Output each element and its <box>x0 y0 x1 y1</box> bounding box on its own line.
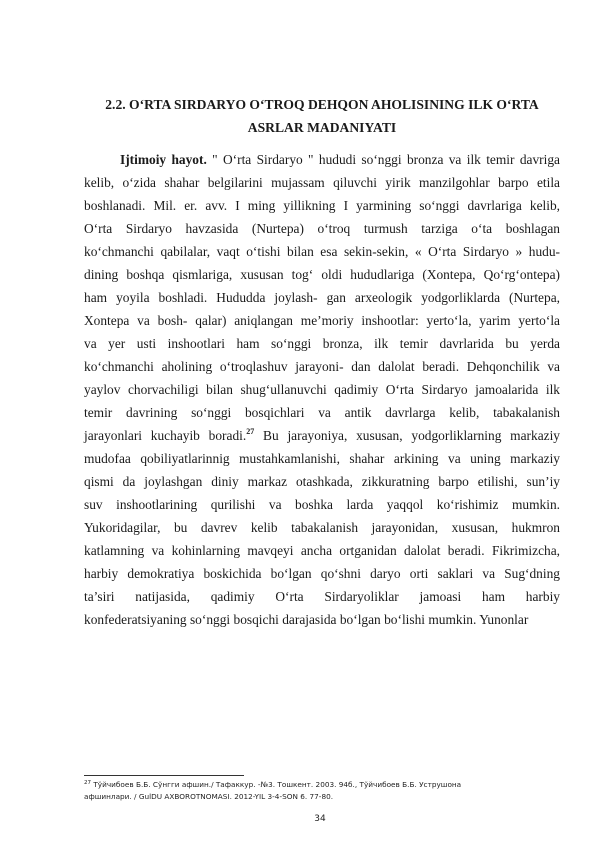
text-line: Yukoridagilar, bu davrev kelib tabakalanish jarayonidan, xususan, hukmron <box>84 520 560 535</box>
body-text <box>84 148 560 631</box>
text-line: qismi da joylashgan diniy markaz otashkada, zikkuratning barpo etilishi, sun’iy <box>84 474 560 489</box>
text-line: suv inshootlarining qurilishi va boshka larda yaqqol ko‘rishimiz mumkin. <box>84 497 560 512</box>
text-line: temir davrining so‘nggi bosqichlari va antik davrlarga kelib, tabakalanish <box>84 405 560 420</box>
footnote-divider <box>84 775 244 776</box>
text-line: Xontepa va bosh- qalar) aniqlangan me’moriy inshootlar: yerto‘la, yarim yerto‘la <box>84 313 560 328</box>
text-before-footnote: jarayonlari kuchayib boradi. <box>84 428 247 443</box>
paragraph-first-line <box>84 148 560 171</box>
text-line: ta’siri natijasida, qadimiy O‘rta Sirdaryoliklar jamoasi ham harbiy <box>84 589 560 604</box>
footnote-text-1: Тўйчибоев Б.Б. Сўнгги афшин./ Тафаккур. -№3. Тошкент. 2003. 94б., Тўйчибоев Б.Б. Уструшона <box>91 780 462 789</box>
text-line: va yer usti inshootlari ham so‘nggi bronza, ilk temir davrlarida bu yerda <box>84 336 560 351</box>
text-line: kelib, o‘zida shahar belgilarini mujassam qiluvchi yirik manzilgohlar barpo etila <box>84 175 560 190</box>
footnote-line-1 <box>84 779 560 791</box>
paragraph-lead-bold: Ijtimoiy hayot. <box>120 152 207 167</box>
text-after-footnote: Bu jarayoniya, xususan, yodgorliklarning markaziy <box>254 428 560 443</box>
footnote-reference[interactable]: 27 <box>246 427 255 436</box>
text-line-with-footnote <box>84 424 560 447</box>
text-line: katlamning va kohinlarning mavqeyi ancha ortganidan dalolat beradi. Fikrimizcha, <box>84 543 560 558</box>
text-line: ko‘chmanchi qabilalar, vaqt o‘tishi bilan esa sekin-sekin, « O‘rta Sirdaryo » hudu- <box>84 244 560 259</box>
page-number: 34 <box>314 814 326 824</box>
text-line: harbiy demokratiya boskichida bo‘lgan qo‘shni daryo orti saklari va Sug‘dning <box>84 566 560 581</box>
text-line: ko‘chmanchi aholining o‘troqlashuv jarayoni- dan dalolat beradi. Dehqonchilik va <box>84 359 560 374</box>
heading-line-1: 2.2. O‘RTA SIRDARYO O‘TROQ DEHQON AHOLISINING ILK O‘RTA <box>105 97 539 112</box>
text-line: mudofaa qobiliyatlarinnig mustahkamlanishi, shahar arkining va uning markaziy <box>84 451 560 466</box>
text-line: O‘rta Sirdaryo havzasida (Nurtepa) o‘troq turmush tarziga o‘ta boshlagan <box>84 221 560 236</box>
text-line: yaylov chorvachiligi bilan shug‘ullanuvchi qadimiy O‘rta Sirdaryo jamoalarida ilk <box>84 382 560 397</box>
text-line: boshlanadi. Mil. er. avv. I ming yillikning I yarmining so‘nggi davrlariga kelib, <box>84 198 560 213</box>
heading-line-2: ASRLAR MADANIYATI <box>247 120 397 135</box>
footnote <box>84 779 560 803</box>
section-heading <box>84 93 560 139</box>
paragraph-lead-rest: " O‘rta Sirdaryo " hududi so‘nggi bronza va ilk temir davriga <box>206 152 560 167</box>
text-line: dining boshqa qismlariga, xususan tog‘ oldi hududlariga (Xontepa, Qo‘rg‘ontepa) <box>84 267 560 282</box>
text-line: konfederatsiyaning so‘nggi bosqichi darajasida bo‘lgan bo‘lishi mumkin. Yunonlar <box>84 612 529 627</box>
footnote-line-2: афшинлари. / GulDU AXBOROTNOMASI. 2012-YIL 3-4-SON 6. 77-80. <box>84 792 334 801</box>
text-line: ham yoyila boshladi. Hududda joylash- gan arxeologik yodgorliklarda (Nurtepa, <box>84 290 560 305</box>
footnote-number: 27 <box>84 780 91 786</box>
